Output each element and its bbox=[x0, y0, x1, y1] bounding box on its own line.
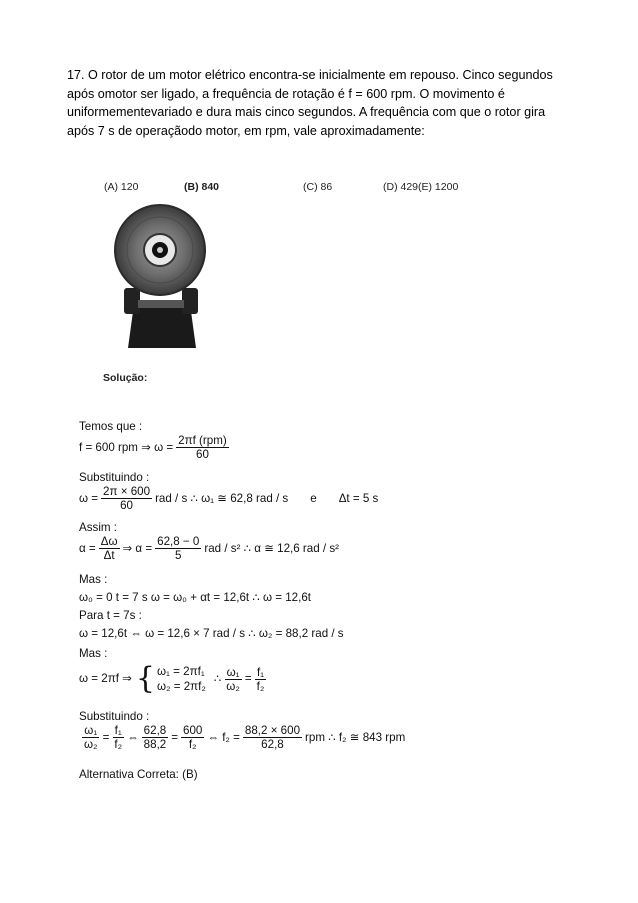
sol-line: ω = 12,6t ⇔ ω = 12,6 × 7 rad / s ∴ ω₂ = 88,2 rad / s bbox=[79, 627, 344, 640]
fraction bbox=[82, 724, 100, 751]
sol-line-equation bbox=[79, 485, 378, 512]
sol-text: α = bbox=[79, 541, 96, 555]
correct-answer: Alternativa Correta: (B) bbox=[79, 768, 198, 781]
fraction-numerator: 600 bbox=[183, 724, 203, 737]
fraction bbox=[99, 535, 120, 562]
sol-line-equation bbox=[79, 724, 405, 751]
fraction-numerator: ω₁ bbox=[84, 724, 98, 737]
sol-text: Δt = 5 s bbox=[338, 491, 379, 505]
fraction-denominator: 62,8 bbox=[261, 738, 284, 751]
sol-line: Substituindo : bbox=[79, 710, 150, 723]
option-a: (A) 120 bbox=[104, 181, 139, 193]
fraction-numerator: 62,8 − 0 bbox=[157, 535, 200, 548]
fraction bbox=[243, 724, 302, 751]
fraction-numerator: 2πf (rpm) bbox=[178, 434, 227, 447]
fraction-numerator: 62,8 bbox=[143, 724, 167, 737]
brace-icon: { bbox=[135, 661, 155, 696]
option-d-e: (D) 429(E) 1200 bbox=[383, 181, 459, 193]
sol-line: Substituindo : bbox=[79, 471, 150, 484]
fraction-denominator: 60 bbox=[120, 499, 133, 512]
fraction-numerator: f₁ bbox=[256, 665, 265, 679]
sol-text: rad / s² ∴ α ≅ 12,6 rad / s² bbox=[204, 541, 339, 555]
sol-text: rpm ∴ f₂ ≅ 843 rpm bbox=[305, 730, 406, 744]
fraction-denominator: Δt bbox=[103, 549, 115, 562]
sol-text: ⇔ f₂ = bbox=[207, 730, 240, 744]
motor-label-plate bbox=[138, 300, 184, 308]
sol-line: Assim : bbox=[79, 521, 118, 534]
sol-text: ∴ bbox=[213, 672, 222, 685]
option-c: (C) 86 bbox=[303, 181, 333, 193]
fraction-denominator: f₂ bbox=[188, 738, 197, 751]
fraction bbox=[101, 485, 152, 512]
fraction bbox=[181, 724, 204, 751]
fraction bbox=[176, 434, 229, 461]
system-line: ω₁ = 2πf₁ bbox=[156, 665, 205, 678]
fraction bbox=[155, 535, 201, 562]
fraction-numerator: 2π × 600 bbox=[103, 485, 151, 498]
fraction-denominator: 5 bbox=[175, 549, 182, 562]
sol-text: e bbox=[310, 491, 317, 505]
sol-text: = bbox=[244, 672, 252, 685]
sol-text: = bbox=[102, 730, 110, 744]
fraction-denominator: 60 bbox=[196, 448, 209, 461]
motor-side-left bbox=[124, 288, 140, 314]
sol-text: ω = 2πf ⇒ bbox=[79, 672, 132, 685]
fraction-denominator: 88,2 bbox=[143, 738, 167, 751]
fraction-denominator: f₂ bbox=[256, 679, 265, 693]
wheel-axle bbox=[157, 247, 163, 253]
sol-text: = bbox=[171, 730, 179, 744]
motor-side-right bbox=[182, 288, 198, 314]
sol-text: ⇔ bbox=[127, 730, 139, 744]
fraction bbox=[142, 724, 169, 751]
equation-system bbox=[135, 661, 206, 696]
fraction-numerator: 88,2 × 600 bbox=[244, 724, 301, 737]
sol-line: Mas : bbox=[79, 647, 108, 660]
fraction bbox=[255, 666, 267, 693]
solution-title: Solução: bbox=[103, 372, 148, 384]
fraction bbox=[224, 666, 242, 693]
sol-line: Para t = 7s : bbox=[79, 609, 142, 622]
fraction-denominator: ω₂ bbox=[84, 738, 98, 751]
sol-line-system bbox=[79, 661, 269, 696]
fraction-numerator: f₁ bbox=[114, 724, 122, 737]
sol-text: ω = bbox=[79, 491, 99, 505]
sol-text: ⇒ α = bbox=[122, 541, 153, 555]
sol-line: ω₀ = 0 t = 7 s ω = ω₀ + αt = 12,6t ∴ ω = 12,6t bbox=[79, 591, 311, 604]
fraction bbox=[112, 724, 124, 751]
fraction-numerator: ω₁ bbox=[226, 665, 240, 679]
sol-line-equation bbox=[79, 434, 232, 461]
sol-line: Mas : bbox=[79, 573, 108, 586]
answer-options bbox=[0, 181, 638, 197]
fraction-denominator: f₂ bbox=[114, 738, 123, 751]
electric-motor-illustration bbox=[104, 204, 216, 354]
sol-text: f = 600 rpm ⇒ ω = bbox=[79, 440, 174, 454]
system-line: ω₂ = 2πf₂ bbox=[156, 680, 206, 693]
fraction-denominator: ω₂ bbox=[226, 679, 240, 693]
sol-line-equation bbox=[79, 535, 339, 562]
question-text: 17. O rotor de um motor elétrico encontra-se inicialmente em repouso. Cinco segundos após omotor ser ligado, a frequência de rotação é f = 600 rpm. O movimento é uniformementevariado e dura mais cinco segundos. A frequência com que o rotor gira após 7 s de operaçãodo motor, em rpm, vale aproximadamente: bbox=[67, 68, 553, 138]
fraction-numerator: Δω bbox=[100, 535, 118, 548]
sol-text: rad / s ∴ ω₁ ≅ 62,8 rad / s bbox=[155, 491, 289, 505]
option-b: (B) 840 bbox=[184, 181, 220, 193]
sol-line: Temos que : bbox=[79, 420, 143, 433]
